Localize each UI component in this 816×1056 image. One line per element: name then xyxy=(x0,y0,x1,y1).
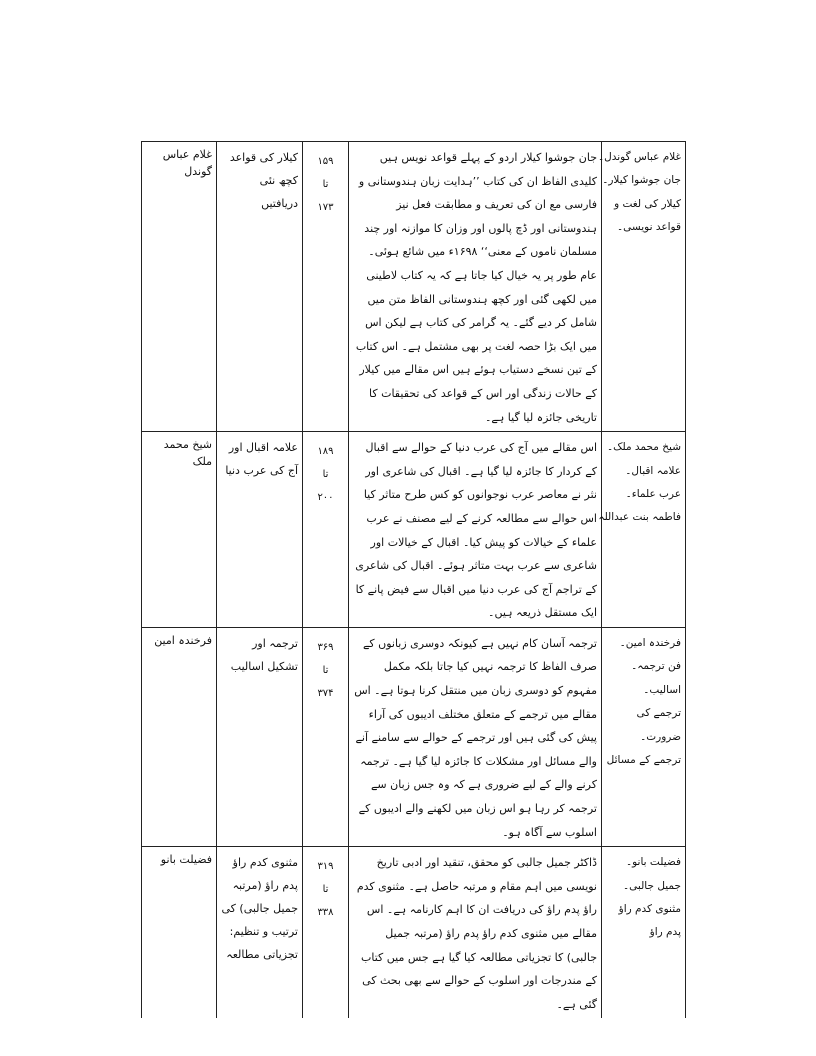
page-end: ۲۰۰ xyxy=(317,492,334,504)
abstract-cell: جان جوشوا کیلار اردو کے پہلے قواعد نویس ہیں کلیدی الفاظ ان کی کتاب ’’ہدایت زبان ہندوستانی و فارسی مع ان کی تعریف و مطابقت فعل نیز ہندوستانی اور ڈچ پالوں اور وزان کا موازنہ اور چند مسلمان ناموں کے معنی‘‘ ۱۶۹۸ء میں شائع ہوئی۔ عام طور پر یہ خیال کیا جاتا ہے کہ یہ کتاب لاطینی میں لکھی گئی اور کچھ ہندوستانی الفاظ متن میں شامل کر دیے گئے۔ یہ گرامر کی کتاب ہے لیکن اس میں ایک بڑا حصہ لغت پر بھی مشتمل ہے۔ اس کتاب کے تین نسخے دستیاب ہوئے ہیں اس مقالے میں کیلار کے حالات زندگی اور اس کے قواعد کی تحقیقات کا تاریخی جائزہ لیا گیا ہے۔ xyxy=(349,142,602,432)
keyword: ترجمے کے مسائل xyxy=(606,753,681,766)
table-row xyxy=(142,142,686,432)
keyword: ترجمے کی xyxy=(636,707,681,720)
title-cell: ترجمہ اور تشکیل اسالیب xyxy=(217,627,303,846)
page-start: ۱۵۹ xyxy=(317,156,334,167)
title-cell: کیلار کی قواعد کچھ نئی دریافتیں xyxy=(217,142,303,432)
keyword: فرخندہ امین۔ xyxy=(619,636,681,649)
table-row xyxy=(142,847,686,1019)
keyword: پدم راؤ xyxy=(649,926,681,939)
keyword: ضرورت۔ xyxy=(640,730,681,743)
table-row xyxy=(142,432,686,628)
title-cell: علامہ اقبال اور آج کی عرب دنیا xyxy=(217,432,303,628)
author-cell: فرخندہ امین xyxy=(142,627,217,846)
title-cell: مثنوی کدم راؤ پدم راؤ (مرتبہ جمیل جالبی) کی ترتیب و تنظیم: تجزیاتی مطالعہ xyxy=(217,847,303,1019)
keyword: فاطمہ بنت عبداللہ xyxy=(598,511,681,524)
page-end: ۳۷۴ xyxy=(317,687,334,699)
abstract-cell: ترجمہ آسان کام نہیں ہے کیونکہ دوسری زبانوں کے صرف الفاظ کا ترجمہ نہیں کیا جاتا بلکہ مکمل مفہوم کو دوسری زبان میں منتقل کرنا ہوتا ہے۔ اس مقالے میں ترجمے کے متعلق مختلف ادیبوں کی آراء پیش کی گئی ہیں اور ترجمے کے حوالے سے سامنے آنے والے مسائل اور مشکلات کا جائزہ لیا گیا ہے۔ ترجمہ کرنے والے کے لیے ضروری ہے کہ وہ جس زبان سے ترجمہ کر رہا ہو اس زبان میں لکھنے والے ادیبوں کے اسلوب سے آگاہ ہو۔ xyxy=(349,627,602,846)
keywords-cell xyxy=(597,142,686,432)
pages-cell xyxy=(303,142,349,432)
page-start: ۱۸۹ xyxy=(317,446,334,458)
table-row xyxy=(142,627,686,846)
abstract-cell: اس مقالے میں آج کی عرب دنیا کے حوالے سے اقبال کے کردار کا جائزہ لیا گیا ہے۔ اقبال کی شاعری اور نثر نے معاصر عرب نوجوانوں کو کس طرح متاثر کیا اس حوالے سے مطالعہ کرنے کے لیے مصنف نے عرب علماء کے خیالات کو پیش کیا۔ اقبال کے خیالات اور شاعری سے عرب بہت متاثر ہوئے۔ اقبال کی شاعری کے تراجم آج کی عرب دنیا میں اقبال سے فیض پانے کا ایک مستقل ذریعہ ہیں۔ xyxy=(349,432,602,628)
pages-cell xyxy=(303,432,349,628)
keyword: کیلار کی لغت و xyxy=(614,197,681,210)
article-index-table xyxy=(141,141,686,1018)
keyword: اسالیب۔ xyxy=(643,683,681,696)
keyword: عرب علماء۔ xyxy=(625,487,681,500)
keyword: فن ترجمہ۔ xyxy=(631,660,681,673)
keyword: مثنوی کدم راؤ xyxy=(618,903,681,916)
page-end: ۳۳۸ xyxy=(317,907,334,919)
page-sep: تا xyxy=(322,884,329,896)
keyword: جمیل جالبی۔ xyxy=(623,879,681,892)
abstract-cell: ڈاکٹر جمیل جالبی کو محقق، تنقید اور ادبی تاریخ نویسی میں اہم مقام و مرتبہ حاصل ہے۔ مثنوی کدم راؤ پدم راؤ کی دریافت ان کا اہم کارنامہ ہے۔ اس مقالے میں مثنوی کدم راؤ پدم راؤ (مرتبہ جمیل جالبی) کا تجزیاتی مطالعہ کیا گیا ہے جس میں کتاب کے مندرجات اور اسلوب کے حوالے سے بھی بحث کی گئی ہے۔ xyxy=(349,847,602,1019)
page-end: ۱۷۳ xyxy=(317,202,334,213)
keyword: غلام عباس گوندل۔ xyxy=(597,151,681,163)
page-sep: تا xyxy=(322,469,329,481)
keywords-cell xyxy=(598,432,686,628)
author-cell: فضیلت بانو xyxy=(142,847,217,1019)
page-start: ۳۱۹ xyxy=(317,861,334,873)
author-cell: غلام عباس گوندل xyxy=(142,142,217,432)
keyword: قواعد نویسی۔ xyxy=(616,221,681,234)
keyword: جان جوشوا کیلار۔ xyxy=(602,174,681,187)
keywords-cell xyxy=(602,627,686,846)
keyword: علامہ اقبال۔ xyxy=(625,464,681,477)
keyword: فضیلت بانو۔ xyxy=(625,856,681,869)
page-sep: تا xyxy=(322,179,329,190)
author-cell: شیخ محمد ملک xyxy=(142,432,217,628)
pages-cell xyxy=(303,627,349,846)
page-sep: تا xyxy=(322,664,329,676)
keyword: شیخ محمد ملک۔ xyxy=(606,441,681,454)
pages-cell xyxy=(303,847,349,1019)
keywords-cell xyxy=(602,847,686,1019)
page-start: ۳۶۹ xyxy=(317,641,334,653)
